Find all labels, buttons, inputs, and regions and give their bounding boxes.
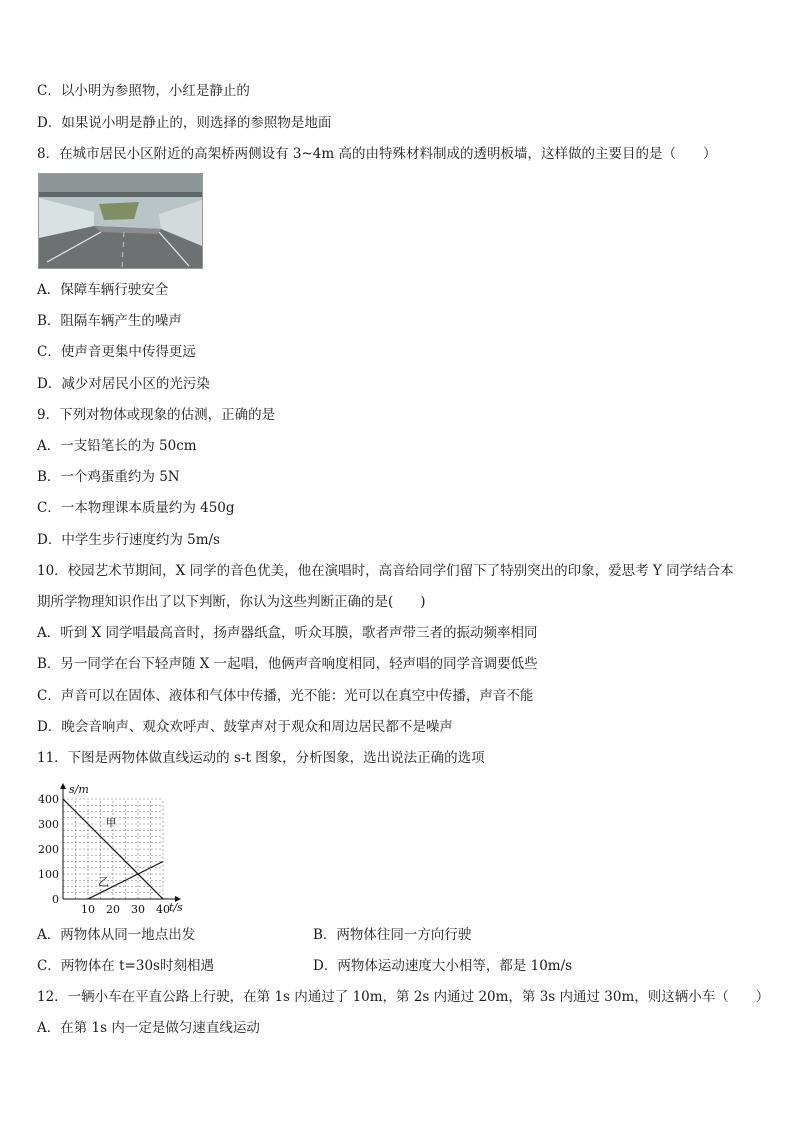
option-11a: A．两物体从同一地点出发: [37, 927, 196, 943]
option-10c: C．声音可以在固体、液体和气体中传播，光不能：光可以在真空中传播，声音不能: [37, 688, 534, 704]
question-12: 12．一辆小车在平直公路上行驶，在第 1s 内通过了 10m，第 2s 内通过 20m，第 3s 内通过 30m，则这辆小车（ ）: [37, 989, 770, 1005]
question-9: 9．下列对物体或现象的估测，正确的是: [37, 407, 276, 423]
y-tick-label: 0: [52, 893, 59, 906]
y-axis-arrow: [60, 783, 66, 789]
option-10d: D．晚会音响声、观众欢呼声、鼓掌声对于观众和周边居民都不是噪声: [37, 719, 453, 735]
option-9d: D．中学生步行速度约为 5m/s: [37, 532, 220, 548]
question-10-line2: 期所学物理知识作出了以下判断，你认为这些判断正确的是( ): [37, 594, 426, 610]
st-graph: [30, 780, 200, 915]
option-10a: A．听到 X 同学唱最高音时，扬声器纸盒，听众耳膜，歌者声带三者的振动频率相同: [37, 625, 538, 641]
option-7d: D．如果说小明是静止的，则选择的参照物是地面: [37, 115, 332, 131]
y-tick-label: 400: [38, 793, 59, 806]
option-8c: C．使声音更集中传得更远: [37, 344, 196, 360]
question-10-line1: 10．校园艺术节期间，X 同学的音色优美，他在演唱时，高音给同学们留下了特别突出的印象，爱思考 Y 同学结合本: [37, 563, 734, 579]
option-8d: D．减少对居民小区的光污染: [37, 376, 210, 392]
graph-labels: [38, 783, 183, 915]
y-tick-label: 200: [38, 843, 59, 856]
option-7c: C．以小明为参照物，小红是静止的: [37, 83, 250, 99]
y-tick-label: 100: [38, 868, 59, 881]
option-11c: C．两物体在 t=30s时刻相遇: [37, 958, 214, 974]
question-8: 8．在城市居民小区附近的高架桥两侧设有 3~4m 高的由特殊材料制成的透明板墙，这样做的主要目的是（ ）: [37, 146, 717, 162]
series-label-yi: 乙: [98, 875, 109, 889]
x-tick-label: 40: [156, 903, 170, 915]
option-11b: B．两物体往同一方向行驶: [313, 927, 472, 943]
option-10b: B．另一同学在台下轻声随 X 一起唱，他俩声音响度相同，轻声唱的同学音调要低些: [37, 656, 538, 672]
x-tick-label: 20: [106, 903, 120, 915]
option-9c: C．一本物理课本质量约为 450g: [37, 500, 235, 516]
option-11d: D．两物体运动速度大小相等，都是 10m/s: [313, 958, 573, 974]
x-tick-label: 30: [131, 903, 145, 915]
option-12a: A．在第 1s 内一定是做匀速直线运动: [37, 1020, 260, 1036]
option-8a: A．保障车辆行驶安全: [37, 282, 169, 298]
highway-photo: [38, 173, 203, 269]
y-axis-label: s/m: [69, 783, 89, 796]
x-tick-label: 10: [81, 903, 95, 915]
option-8b: B．阻隔车辆产生的噪声: [37, 313, 182, 329]
y-tick-label: 300: [38, 818, 59, 831]
series-label-jia: 甲: [105, 816, 117, 830]
option-9a: A．一支铅笔长的为 50cm: [37, 438, 197, 454]
x-axis-label: t/s: [169, 901, 183, 914]
option-9b: B．一个鸡蛋重约为 5N: [37, 469, 180, 485]
question-11: 11．下图是两物体做直线运动的 s-t 图象，分析图象，选出说法正确的选项: [37, 750, 485, 766]
